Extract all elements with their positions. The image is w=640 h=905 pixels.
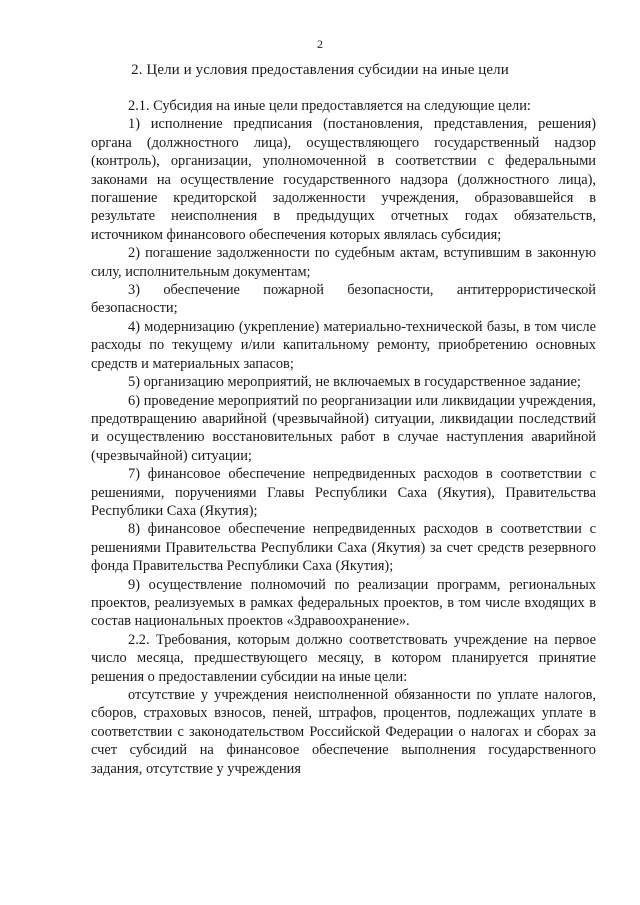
- document-body: [91, 97, 596, 778]
- list-item-4: 4) модернизацию (укрепление) материально-технической базы, в том числе расходы по текущему и/или капитальному ремонту, приобретению основных средств и материальных запасов;: [91, 318, 596, 372]
- list-item-5: 5) организацию мероприятий, не включаемых в государственное задание;: [128, 374, 581, 391]
- list-item-1: 1) исполнение предписания (постановления, представления, решения) органа (должностного лица), осуществляющего государственный надзор (контроль), организации, уполномоченной в соответствии с федеральными законами на осуществление государственного надзора (должностного лица), погашение кредиторской задолженности учреждения, образовавшейся в результате неисполнения в предыдущих отчетных годах обязательств, источником финансового обеспечения которых являлась субсидия;: [91, 116, 596, 243]
- list-item-3: 3) обеспечение пожарной безопасности, антитеррористической безопасности;: [91, 282, 596, 317]
- list-item-7: 7) финансовое обеспечение непредвиденных расходов в соответствии с решениями, поручениями Главы Республики Саха (Якутия), Правительства Республики Саха (Якутия);: [91, 466, 596, 519]
- list-item-9: 9) осуществление полномочий по реализации программ, региональных проектов, реализуемых в рамках федеральных проектов, в том числе входящих в состав национальных проектов «Здравоохранение».: [91, 576, 596, 630]
- paragraph-2-2: 2.2. Требования, которым должно соответствовать учреждение на первое число месяца, предшествующего месяцу, в котором планируется принятие решения о предоставлении субсидии на иные цели:: [91, 631, 596, 685]
- list-item-8: 8) финансовое обеспечение непредвиденных расходов в соответствии с решениями Правительства Республики Саха (Якутия) за счет средств резервного фонда Правительства Республики Саха (Якутия);: [91, 521, 596, 575]
- list-item-2: 2) погашение задолженности по судебным актам, вступившим в законную силу, исполнительным документам;: [91, 245, 596, 280]
- requirement-paragraph: отсутствие у учреждения неисполненной обязанности по уплате налогов, сборов, страховых взносов, пеней, штрафов, процентов, подлежащих уплате в соответствии с законодательством Российской Федерации о налогах и сборах за счет субсидий на финансовое обеспечение выполнения государственного задания, отсутствие у учреждения: [91, 687, 596, 777]
- section-title: 2. Цели и условия предоставления субсидии на иные цели: [131, 62, 509, 78]
- paragraph-2-1: 2.1. Субсидия на иные цели предоставляется на следующие цели:: [128, 98, 531, 114]
- list-item-6: 6) проведение мероприятий по реорганизации или ликвидации учреждения, предотвращению аварийной (чрезвычайной) ситуации, ликвидации последствий и осуществлению восстановительных работ в случае наступления аварийной (чрезвычайной) ситуации;: [91, 392, 596, 464]
- page-number: 2: [317, 37, 323, 51]
